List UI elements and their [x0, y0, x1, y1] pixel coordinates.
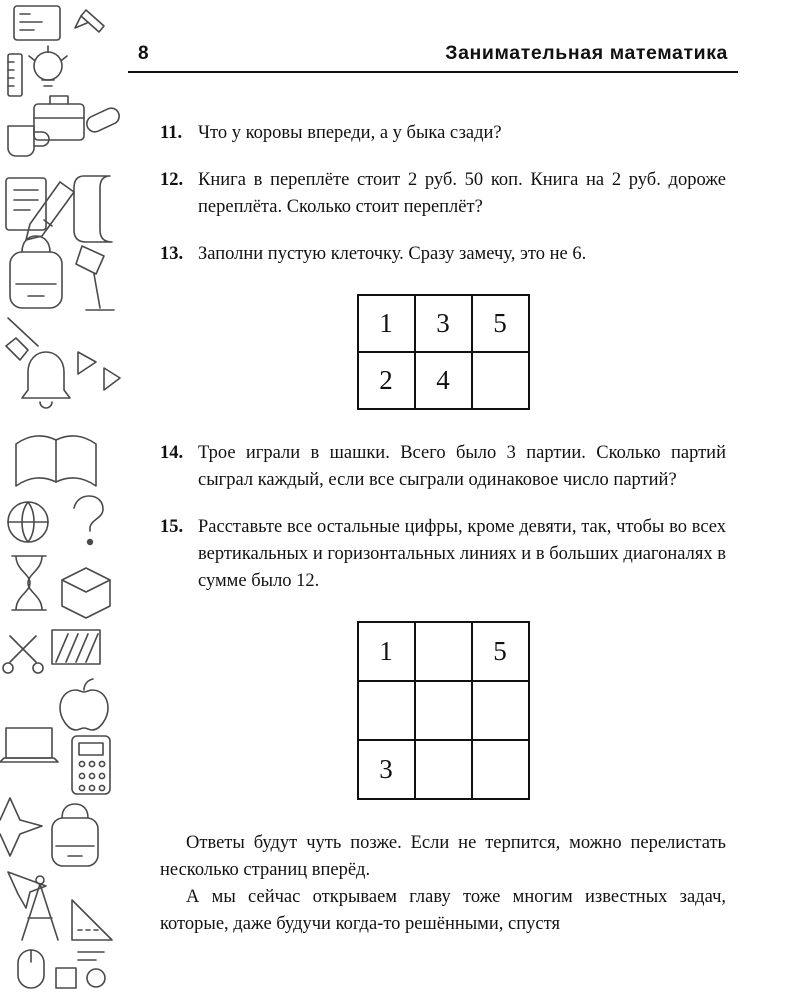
table-row [358, 622, 529, 681]
grid-cell: 5 [472, 622, 529, 681]
task-item-11 [160, 120, 726, 147]
task-item-14 [160, 440, 726, 494]
grid-cell: 2 [358, 352, 415, 409]
page-header [128, 42, 738, 73]
task-item-15 [160, 514, 726, 595]
grid-cell-empty [472, 352, 529, 409]
task-item-12 [160, 167, 726, 221]
grid-cell-empty [415, 740, 472, 799]
page-content [160, 120, 726, 938]
closing-text [160, 830, 726, 938]
grid-cell: 1 [358, 622, 415, 681]
puzzle-grid-13-wrapper [160, 294, 726, 410]
task-number: 11. [160, 123, 183, 143]
grid-cell-empty [415, 681, 472, 740]
grid-cell: 5 [472, 295, 529, 352]
table-row [358, 295, 529, 352]
puzzle-grid-15-wrapper [160, 621, 726, 800]
grid-cell-empty [358, 681, 415, 740]
grid-cell: 3 [415, 295, 472, 352]
closing-paragraph-1: Ответы будут чуть позже. Если не терпится, можно перелистать несколько страниц вперёд. [160, 833, 726, 880]
task-number: 14. [160, 443, 184, 463]
puzzle-grid-15 [357, 621, 530, 800]
grid-cell: 1 [358, 295, 415, 352]
grid-cell-empty [472, 740, 529, 799]
grid-cell-empty [472, 681, 529, 740]
task-text: Трое играли в шашки. Всего было 3 партии. Сколько партий сыграл каждый, если все сыграли одинаковое число партий? [198, 443, 726, 490]
task-number: 15. [160, 517, 184, 537]
task-text: Книга в переплёте стоит 2 руб. 50 коп. Книга на 2 руб. дороже переплёта. Сколько стоит переплёт? [198, 170, 726, 217]
grid-cell: 4 [415, 352, 472, 409]
task-item-13 [160, 241, 726, 268]
grid-cell-empty [415, 622, 472, 681]
table-row [358, 740, 529, 799]
task-text: Что у коровы впереди, а у быка сзади? [198, 123, 502, 143]
closing-paragraph-2: А мы сейчас открываем главу тоже многим известных задач, которые, даже будучи когда-то решёнными, спустя [160, 887, 726, 934]
running-title: Занимательная математика [445, 42, 728, 64]
puzzle-grid-13 [357, 294, 530, 410]
task-text: Расставьте все остальные цифры, кроме девяти, так, чтобы во всех вертикальных и горизонтальных линиях и в больших диагоналях в сумме было 12. [198, 517, 726, 591]
table-row [358, 352, 529, 409]
doodle-pattern-sidebar [0, 0, 128, 1000]
page-number: 8 [138, 43, 149, 64]
task-number: 13. [160, 244, 184, 264]
table-row [358, 681, 529, 740]
grid-cell: 3 [358, 740, 415, 799]
task-text: Заполни пустую клеточку. Сразу замечу, это не 6. [198, 244, 587, 264]
task-number: 12. [160, 170, 184, 190]
